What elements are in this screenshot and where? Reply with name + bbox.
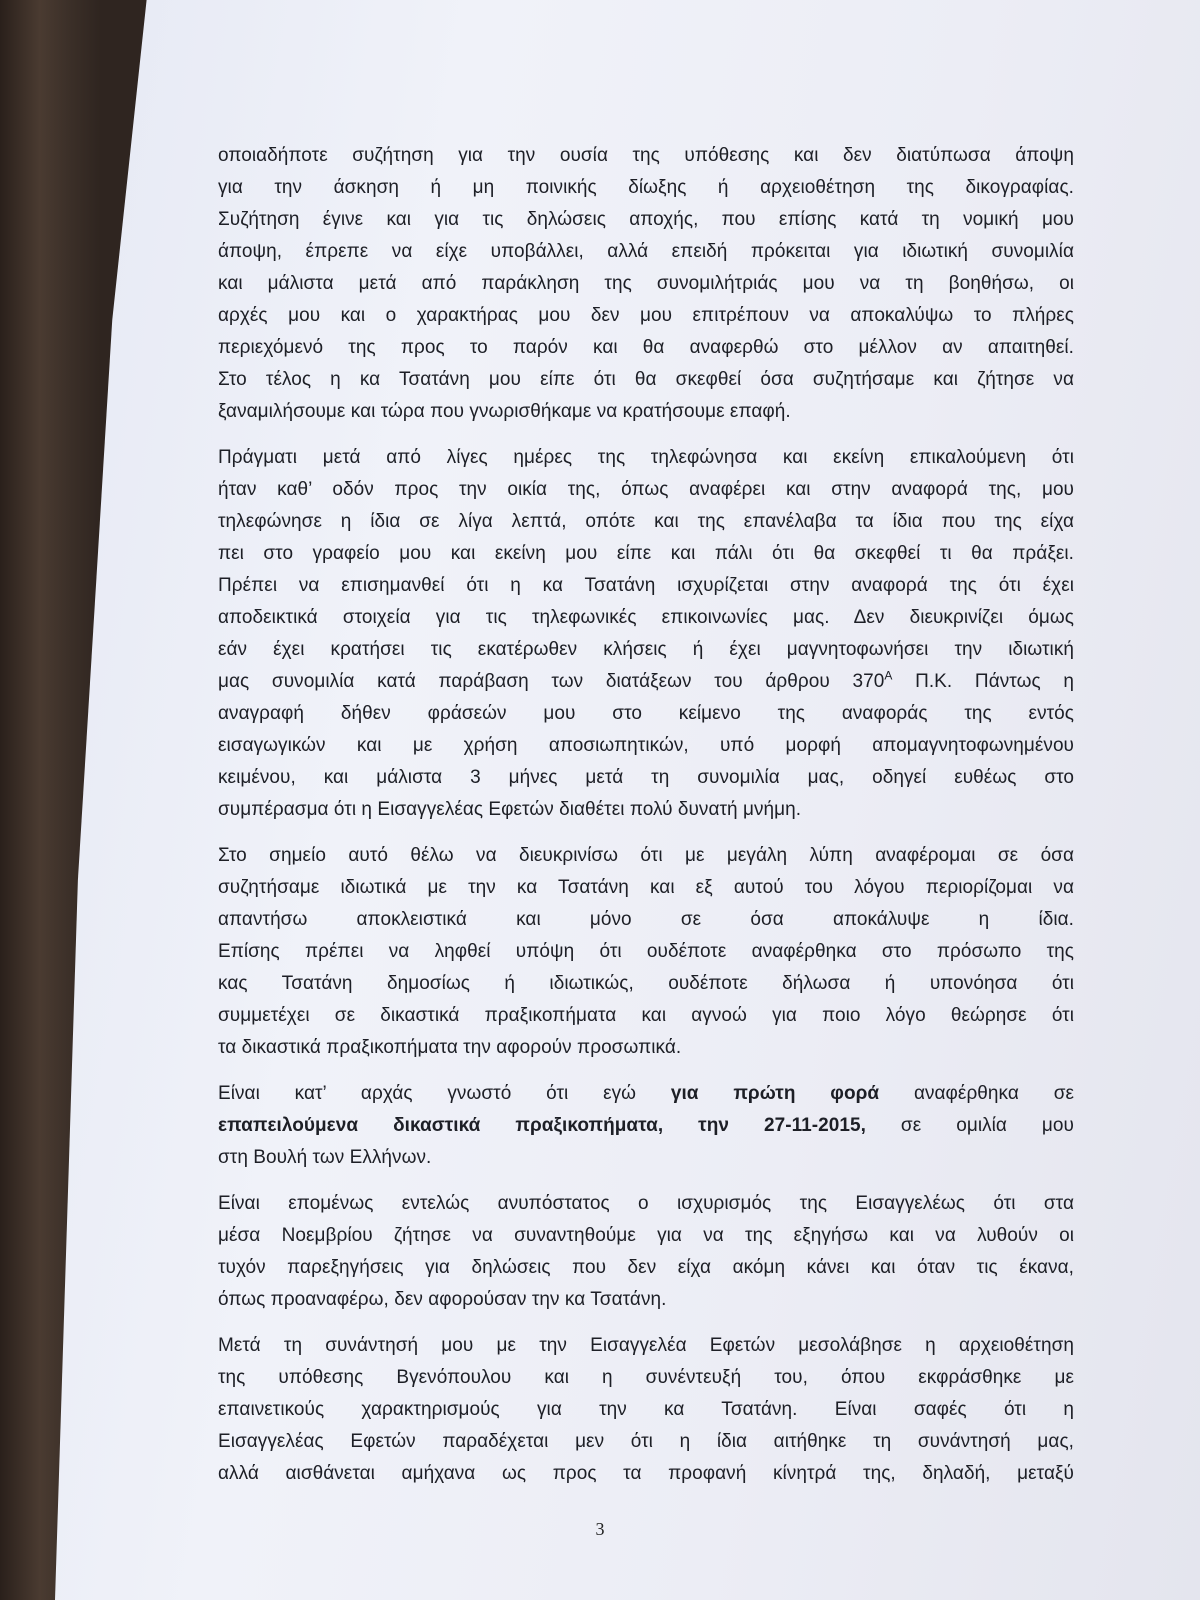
text-line: ξαναμιλήσουμε και τώρα που γνωρισθήκαμε να κρατήσουμε επαφή.: [218, 401, 791, 422]
text-line: Πρέπει να επισημανθεί ότι η κα Τσατάνη ισχυρίζεται στην αναφορά της ότι έχει: [218, 575, 1074, 596]
text-line: για την άσκηση ή μη ποινικής δίωξης ή αρχειοθέτηση της δικογραφίας.: [218, 177, 1074, 198]
text-line: επαινετικούς χαρακτηρισμούς για την κα Τσατάνη. Είναι σαφές ότι η: [218, 1399, 1074, 1420]
article-tail: Π.Κ. Πάντως η: [892, 671, 1074, 692]
text-line: [218, 1078, 1074, 1110]
text-line: της υπόθεσης Βγενόπουλου και η συνέντευξή του, όπου εκφράσθηκε με: [218, 1367, 1074, 1388]
text-line: κειμένου, και μάλιστα 3 μήνες μετά τη συνομιλία μας, οδηγεί ευθέως στο: [218, 767, 1074, 788]
text-line: Επίσης πρέπει να ληφθεί υπόψη ότι ουδέποτε αναφέρθηκα στο πρόσωπο της: [218, 941, 1074, 962]
text-run: σε ομιλία μου: [865, 1115, 1074, 1136]
text-line: Συζήτηση έγινε και για τις δηλώσεις αποχής, που επίσης κατά τη νομική μου: [218, 209, 1074, 230]
text-line: εισαγωγικών και με χρήση αποσιωπητικών, υπό μορφή απομαγνητοφωνημένου: [218, 735, 1074, 756]
document-body: [218, 140, 1074, 1504]
text-line: ήταν καθ’ οδόν προς την οικία της, όπως αναφέρει και στην αναφορά της, μου: [218, 479, 1074, 500]
text-line: Στο σημείο αυτό θέλω να διευκρινίσω ότι με μεγάλη λύπη αναφέρομαι σε όσα: [218, 845, 1074, 866]
text-line: κας Τσατάνη δημοσίως ή ιδιωτικώς, ουδέποτε δήλωσα ή υπονόησα ότι: [218, 973, 1074, 994]
text-line: οποιαδήποτε συζήτηση για την ουσία της υπόθεσης και δεν διατύπωσα άποψη: [218, 145, 1074, 166]
paragraph-6: [218, 1330, 1074, 1490]
text-line: αποδεικτικά στοιχεία για τις τηλεφωνικές επικοινωνίες μας. Δεν διευκρινίζει όμως: [218, 607, 1074, 628]
text-line: συμπέρασμα ότι η Εισαγγελέας Εφετών διαθέτει πολύ δυνατή μνήμη.: [218, 799, 802, 820]
paragraph-5: [218, 1188, 1074, 1316]
text-run: αναφέρθηκα σε: [879, 1083, 1074, 1104]
text-line: τα δικαστικά πραξικοπήματα την αφορούν προσωπικά.: [218, 1037, 682, 1058]
text-line: αναγραφή δήθεν φράσεών μου στο κείμενο της αναφοράς της εντός: [218, 703, 1074, 724]
text-line: Στο τέλος η κα Τσατάνη μου είπε ότι θα σκεφθεί όσα συζητήσαμε και ζήτησε να: [218, 369, 1074, 390]
text-line: τηλεφώνησε η ίδια σε λίγα λεπτά, οπότε και της επανέλαβα τα ίδια που της είχα: [218, 511, 1074, 532]
bold-text: επαπειλούμενα δικαστικά πραξικοπήματα, την 27-11-2015,: [218, 1115, 866, 1136]
text-line: Είναι επομένως εντελώς ανυπόστατος ο ισχυρισμός της Εισαγγελέως ότι στα: [218, 1193, 1074, 1214]
text-line: αλλά αισθάνεται αμήχανα ως προς τα προφανή κίνητρά της, δηλαδή, μεταξύ: [218, 1463, 1074, 1484]
text-line: περιεχόμενό της προς το παρόν και θα αναφερθώ στο μέλλον αν απαιτηθεί.: [218, 337, 1074, 358]
text-line: συμμετέχει σε δικαστικά πραξικοπήματα και αγνοώ για ποιο λόγο θεώρησε ότι: [218, 1005, 1074, 1026]
text-line: [218, 1110, 1074, 1142]
text-line: Εισαγγελέας Εφετών παραδέχεται μεν ότι η ίδια αιτήθηκε τη συνάντησή μας,: [218, 1431, 1074, 1452]
paragraph-2: [218, 442, 1074, 826]
text-line: μέσα Νοεμβρίου ζήτησε να συναντηθούμε για να της εξηγήσω και να λυθούν οι: [218, 1225, 1074, 1246]
text-line: Πράγματι μετά από λίγες ημέρες της τηλεφώνησα και εκείνη επικαλούμενη ότι: [218, 447, 1074, 468]
text-line: τυχόν παρεξηγήσεις για δηλώσεις που δεν είχα ακόμη κάνει και όταν τις έκανα,: [218, 1257, 1074, 1278]
paragraph-4: [218, 1078, 1074, 1174]
text-run: Είναι κατ’ αρχάς γνωστό ότι εγώ: [218, 1083, 671, 1104]
text-line: και μάλιστα μετά από παράκληση της συνομιλήτριάς μου να τη βοηθήσω, οι: [218, 273, 1074, 294]
page-number: 3: [595, 1519, 605, 1539]
text-line: στη Βουλή των Ελλήνων.: [218, 1147, 432, 1168]
text-line: πει στο γραφείο μου και εκείνη μου είπε και πάλι ότι θα σκεφθεί τι θα πράξει.: [218, 543, 1074, 564]
text-line: απαντήσω αποκλειστικά και μόνο σε όσα αποκάλυψε η ίδια.: [218, 909, 1074, 930]
paragraph-1: [218, 140, 1074, 428]
text-line: Μετά τη συνάντησή μου με την Εισαγγελέα Εφετών μεσολάβησε η αρχειοθέτηση: [218, 1335, 1074, 1356]
article-superscript: Α: [884, 668, 893, 683]
text-line: συζητήσαμε ιδιωτικά με την κα Τσατάνη και εξ αυτού του λόγου περιορίζομαι να: [218, 877, 1074, 898]
bold-text: για πρώτη φορά: [670, 1083, 880, 1104]
text-line-article: [218, 666, 1074, 698]
article-text: μας συνομιλία κατά παράβαση των διατάξεων του άρθρου 370: [218, 671, 885, 692]
paragraph-3: [218, 840, 1074, 1064]
text-line: όπως προαναφέρω, δεν αφορούσαν την κα Τσατάνη.: [218, 1289, 667, 1310]
text-line: άποψη, έπρεπε να είχε υποβάλλει, αλλά επειδή πρόκειται για ιδιωτική συνομιλία: [218, 241, 1074, 262]
text-line: αρχές μου και ο χαρακτήρας μου δεν μου επιτρέπουν να αποκαλύψω το πλήρες: [218, 305, 1074, 326]
text-line: εάν έχει κρατήσει τις εκατέρωθεν κλήσεις ή έχει μαγνητοφωνήσει την ιδιωτική: [218, 639, 1074, 660]
